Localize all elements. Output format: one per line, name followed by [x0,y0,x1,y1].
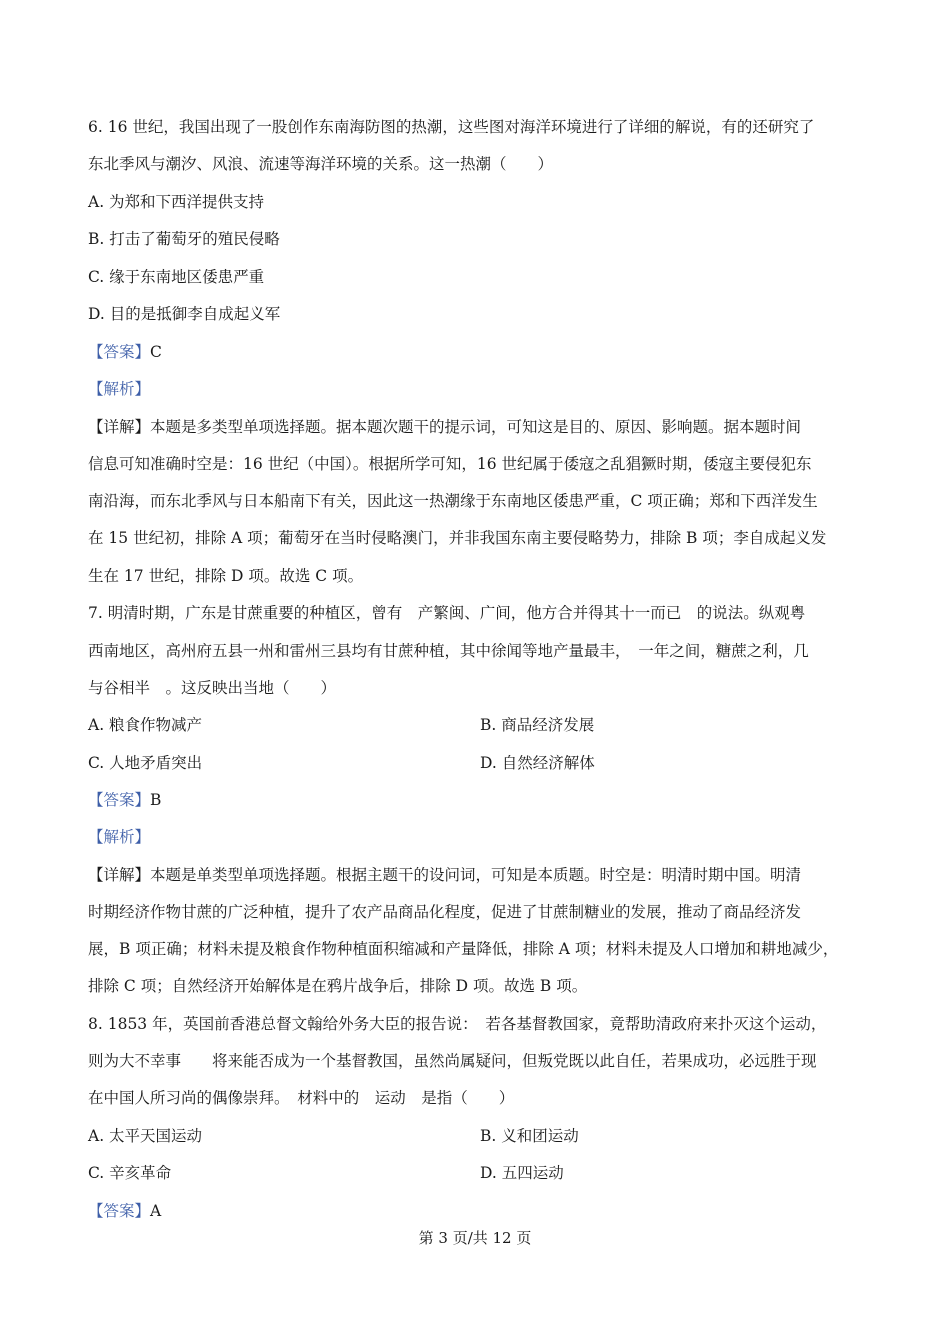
q7-detail-line-2: 时期经济作物甘蔗的广泛种植，提升了农产品商品化程度，促进了甘蔗制糖业的发展，推动了商品经济发 [88,903,802,921]
q8-stem-line-2: 则为大不幸事 将来能否成为一个基督教国，虽然尚属疑问，但叛党既以此自任，若果成功，必远胜于现 [88,1052,817,1070]
q6-option-c: C. 缘于东南地区倭患严重 [88,268,265,286]
q6-option-d: D. 目的是抵御李自成起义军 [88,305,281,323]
q8-option-a: A. 太平天国运动 [88,1127,203,1145]
q7-option-d: D. 自然经济解体 [480,754,595,772]
analysis-tag: 【解析】 [88,828,151,846]
q6-answer [88,341,162,363]
answer-value: A [150,1202,162,1220]
q7-option-b: B. 商品经济发展 [480,716,595,734]
q7-stem-line-3: 与谷相半 。这反映出当地（ ） [88,679,337,697]
detail-text: 本题是单类型单项选择题。根据主题干的设问词，可知是本质题。时空是：明清时期中国。明清 [150,866,802,884]
q7-detail-line-4: 排除 C 项；自然经济开始解体是在鸦片战争后，排除 D 项。故选 B 项。 [88,977,588,995]
answer-tag: 【答案】 [88,1202,151,1220]
q6-stem-line-1: 6. 16 世纪，我国出现了一股创作东南海防图的热潮，这些图对海洋环境进行了详细的解说，有的还研究了 [88,118,815,136]
page-number-footer: 第 3 页/共 12 页 [418,1229,532,1247]
q8-answer [88,1200,161,1222]
q7-detail-line-1 [88,864,801,886]
detail-tag: 【详解】 [88,418,151,436]
q8-stem-line-1: 8. 1853 年，英国前香港总督文翰给外务大臣的报告说： 若各基督教国家，竟帮助清政府来扑灭这个运动， [88,1015,827,1033]
q7-stem-line-1: 7. 明清时期，广东是甘蔗重要的种植区，曾有 产繁闽、广间，他方合并得其十一而已 的说法。纵观粤 [88,604,806,622]
q6-option-a: A. 为郑和下西洋提供支持 [88,193,265,211]
q7-detail-line-3: 展，B 项正确；材料未提及粮食作物种植面积缩减和产量降低，排除 A 项；材料未提及人口增加和耕地减少， [88,940,839,958]
q7-stem-line-2: 西南地区，高州府五县一州和雷州三县均有甘蔗种植，其中徐闻等地产量最丰， 一年之间，糖蔗之利，几 [88,642,809,660]
q6-stem-line-2: 东北季风与潮汐、风浪、流速等海洋环境的关系。这一热潮（ ） [88,155,554,173]
q6-option-b: B. 打击了葡萄牙的殖民侵略 [88,230,280,248]
answer-tag: 【答案】 [88,343,151,361]
detail-tag: 【详解】 [88,866,151,884]
q6-detail-line-1 [88,416,801,438]
q6-detail-line-5: 生在 17 世纪，排除 D 项。故选 C 项。 [88,567,364,585]
answer-tag: 【答案】 [88,791,151,809]
q7-option-a: A. 粮食作物减产 [88,716,203,734]
q6-detail-line-4: 在 15 世纪初，排除 A 项；葡萄牙在当时侵略澳门，并非我国东南主要侵略势力，排除 B 项；李自成起义发 [88,529,827,547]
q8-stem-line-3: 在中国人所习尚的偶像崇拜。 材料中的 运动 是指（ ） [88,1089,515,1107]
answer-value: C [150,343,162,361]
q6-detail-line-3: 南沿海，而东北季风与日本船南下有关，因此这一热潮缘于东南地区倭患严重，C 项正确；郑和下西洋发生 [88,492,818,510]
q7-analysis-heading [88,826,150,848]
q8-option-b: B. 义和团运动 [480,1127,579,1145]
q8-option-d: D. 五四运动 [480,1164,564,1182]
analysis-tag: 【解析】 [88,380,151,398]
q7-option-c: C. 人地矛盾突出 [88,754,203,772]
q8-option-c: C. 辛亥革命 [88,1164,172,1182]
q6-detail-line-2: 信息可知准确时空是：16 世纪（中国）。根据所学可知，16 世纪属于倭寇之乱猖獗时期，倭寇主要侵犯东 [88,455,812,473]
q7-answer [88,789,161,811]
q6-analysis-heading [88,378,150,400]
detail-text: 本题是多类型单项选择题。据本题次题干的提示词，可知这是目的、原因、影响题。据本题时间 [150,418,802,436]
answer-value: B [150,791,162,809]
